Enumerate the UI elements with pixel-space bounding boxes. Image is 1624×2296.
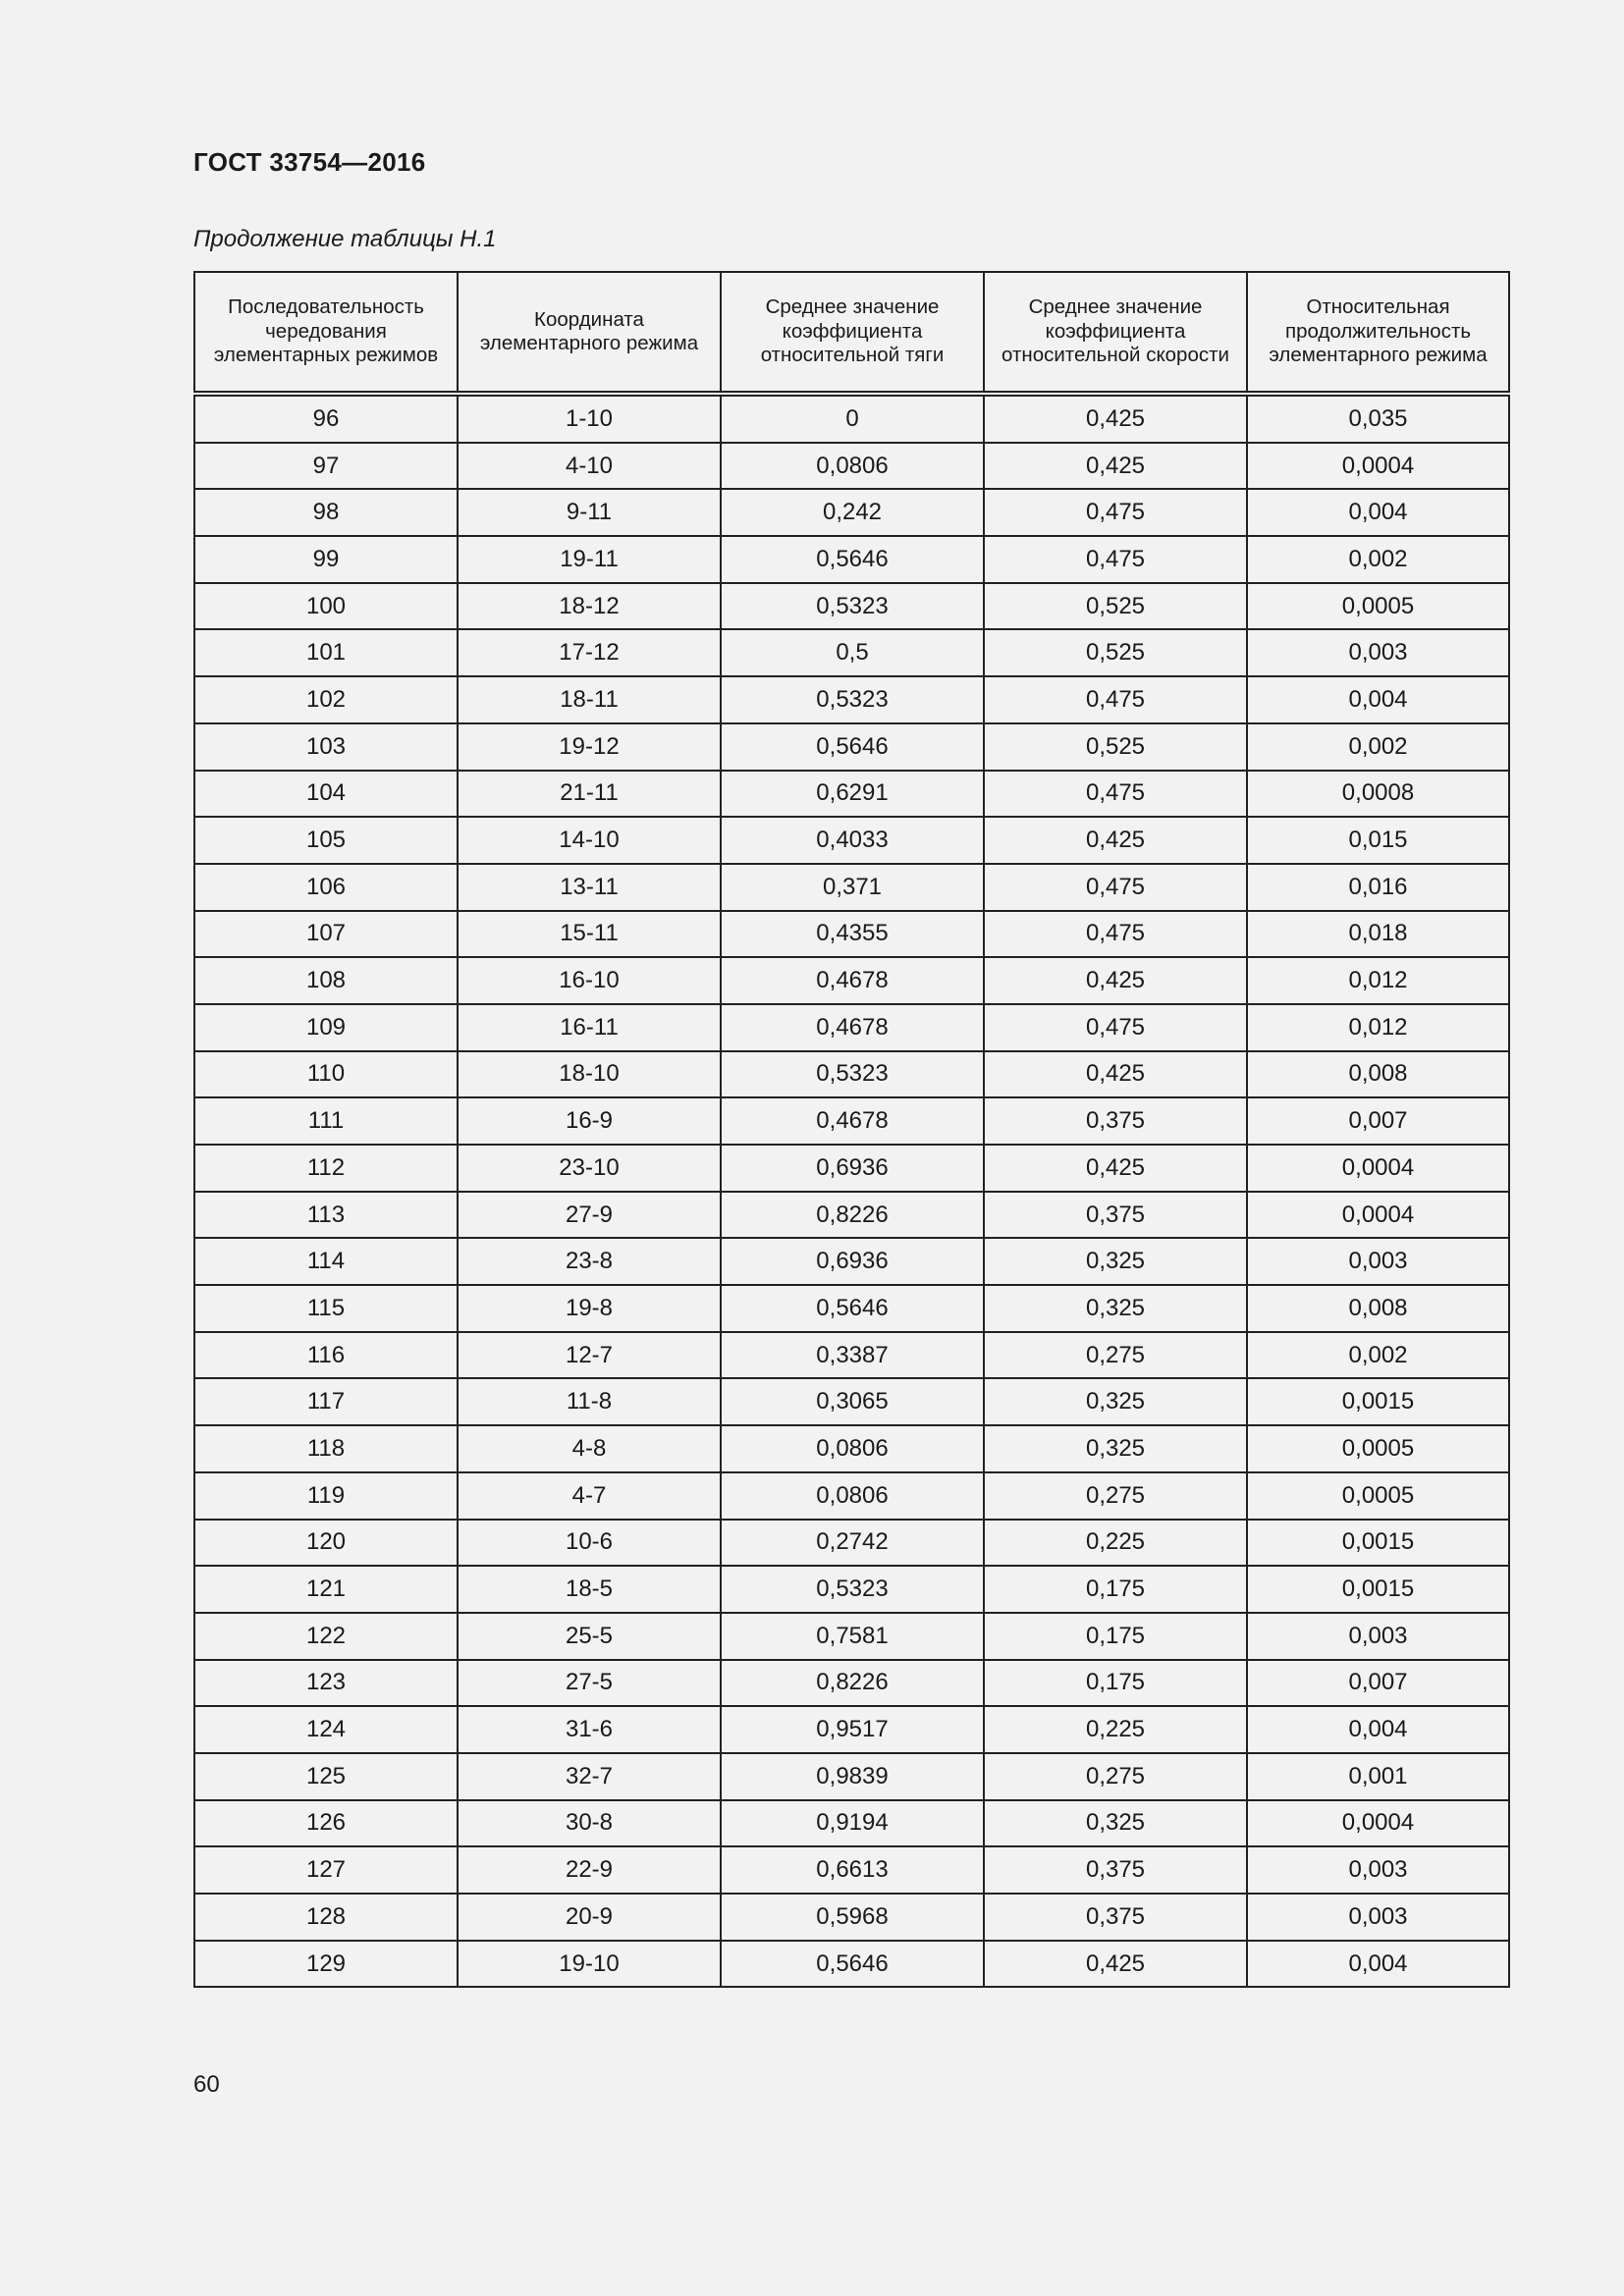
cell-thrust: 0,6291: [721, 771, 984, 818]
cell-thrust: 0,5646: [721, 536, 984, 583]
table-row: [194, 443, 1509, 490]
cell-duration: 0,003: [1247, 1894, 1509, 1941]
table-row: [194, 489, 1509, 536]
table-row: [194, 1145, 1509, 1192]
cell-sequence: 106: [194, 864, 458, 911]
cell-duration: 0,003: [1247, 1846, 1509, 1894]
cell-coordinate: 19-11: [458, 536, 721, 583]
cell-sequence: 129: [194, 1941, 458, 1988]
cell-speed: 0,225: [984, 1706, 1247, 1753]
cell-coordinate: 16-9: [458, 1097, 721, 1145]
table-row: [194, 1941, 1509, 1988]
table-body: [194, 394, 1509, 1987]
cell-duration: 0,004: [1247, 1706, 1509, 1753]
table-row: [194, 1238, 1509, 1285]
table-row: [194, 1753, 1509, 1800]
table-row: [194, 1285, 1509, 1332]
cell-coordinate: 18-10: [458, 1051, 721, 1098]
table-row: [194, 583, 1509, 630]
cell-coordinate: 16-10: [458, 957, 721, 1004]
cell-thrust: 0,3387: [721, 1332, 984, 1379]
cell-speed: 0,475: [984, 489, 1247, 536]
cell-speed: 0,525: [984, 723, 1247, 771]
cell-coordinate: 12-7: [458, 1332, 721, 1379]
cell-sequence: 111: [194, 1097, 458, 1145]
table-row: [194, 1800, 1509, 1847]
cell-thrust: 0: [721, 394, 984, 443]
cell-sequence: 118: [194, 1425, 458, 1472]
cell-coordinate: 23-8: [458, 1238, 721, 1285]
table-row: [194, 1846, 1509, 1894]
cell-sequence: 115: [194, 1285, 458, 1332]
cell-sequence: 104: [194, 771, 458, 818]
cell-thrust: 0,0806: [721, 1425, 984, 1472]
cell-coordinate: 18-5: [458, 1566, 721, 1613]
cell-coordinate: 25-5: [458, 1613, 721, 1660]
cell-speed: 0,525: [984, 583, 1247, 630]
column-header-coordinate: Координата элементарного режима: [458, 272, 721, 394]
cell-thrust: 0,4678: [721, 957, 984, 1004]
cell-coordinate: 13-11: [458, 864, 721, 911]
cell-duration: 0,004: [1247, 489, 1509, 536]
cell-coordinate: 9-11: [458, 489, 721, 536]
cell-coordinate: 20-9: [458, 1894, 721, 1941]
cell-thrust: 0,7581: [721, 1613, 984, 1660]
cell-coordinate: 27-9: [458, 1192, 721, 1239]
table-row: [194, 1472, 1509, 1520]
cell-sequence: 112: [194, 1145, 458, 1192]
data-table: [193, 271, 1510, 1988]
table-row: [194, 723, 1509, 771]
cell-thrust: 0,3065: [721, 1378, 984, 1425]
cell-duration: 0,016: [1247, 864, 1509, 911]
cell-speed: 0,375: [984, 1097, 1247, 1145]
cell-sequence: 117: [194, 1378, 458, 1425]
cell-duration: 0,008: [1247, 1051, 1509, 1098]
cell-coordinate: 17-12: [458, 629, 721, 676]
cell-duration: 0,007: [1247, 1097, 1509, 1145]
cell-speed: 0,325: [984, 1285, 1247, 1332]
column-header-sequence: Последовательность чередования элементарных режимов: [194, 272, 458, 394]
cell-coordinate: 1-10: [458, 394, 721, 443]
cell-speed: 0,325: [984, 1238, 1247, 1285]
cell-coordinate: 4-10: [458, 443, 721, 490]
cell-speed: 0,325: [984, 1425, 1247, 1472]
cell-coordinate: 21-11: [458, 771, 721, 818]
cell-coordinate: 4-8: [458, 1425, 721, 1472]
table-caption: Продолжение таблицы Н.1: [193, 226, 497, 252]
cell-sequence: 113: [194, 1192, 458, 1239]
cell-thrust: 0,0806: [721, 443, 984, 490]
cell-duration: 0,003: [1247, 1238, 1509, 1285]
cell-thrust: 0,6613: [721, 1846, 984, 1894]
cell-speed: 0,425: [984, 1941, 1247, 1988]
cell-duration: 0,0004: [1247, 1800, 1509, 1847]
cell-coordinate: 18-12: [458, 583, 721, 630]
cell-thrust: 0,9839: [721, 1753, 984, 1800]
page-number: 60: [193, 2071, 220, 2098]
cell-duration: 0,007: [1247, 1660, 1509, 1707]
cell-sequence: 128: [194, 1894, 458, 1941]
header-row: [194, 272, 1509, 394]
cell-duration: 0,0004: [1247, 1192, 1509, 1239]
cell-sequence: 97: [194, 443, 458, 490]
cell-coordinate: 4-7: [458, 1472, 721, 1520]
cell-speed: 0,375: [984, 1894, 1247, 1941]
cell-sequence: 96: [194, 394, 458, 443]
cell-sequence: 110: [194, 1051, 458, 1098]
cell-thrust: 0,242: [721, 489, 984, 536]
cell-coordinate: 19-8: [458, 1285, 721, 1332]
cell-thrust: 0,5646: [721, 723, 984, 771]
cell-speed: 0,475: [984, 771, 1247, 818]
cell-speed: 0,425: [984, 1145, 1247, 1192]
cell-thrust: 0,371: [721, 864, 984, 911]
table-row: [194, 394, 1509, 443]
cell-duration: 0,018: [1247, 911, 1509, 958]
cell-coordinate: 11-8: [458, 1378, 721, 1425]
cell-duration: 0,004: [1247, 676, 1509, 723]
cell-speed: 0,175: [984, 1660, 1247, 1707]
cell-speed: 0,375: [984, 1846, 1247, 1894]
cell-thrust: 0,9517: [721, 1706, 984, 1753]
cell-duration: 0,015: [1247, 817, 1509, 864]
table-row: [194, 1332, 1509, 1379]
cell-duration: 0,0015: [1247, 1520, 1509, 1567]
cell-duration: 0,003: [1247, 629, 1509, 676]
cell-sequence: 99: [194, 536, 458, 583]
cell-thrust: 0,6936: [721, 1238, 984, 1285]
cell-sequence: 126: [194, 1800, 458, 1847]
cell-coordinate: 16-11: [458, 1004, 721, 1051]
cell-thrust: 0,5646: [721, 1941, 984, 1988]
cell-sequence: 122: [194, 1613, 458, 1660]
cell-sequence: 119: [194, 1472, 458, 1520]
cell-duration: 0,0015: [1247, 1378, 1509, 1425]
cell-thrust: 0,5646: [721, 1285, 984, 1332]
cell-thrust: 0,6936: [721, 1145, 984, 1192]
cell-speed: 0,275: [984, 1472, 1247, 1520]
cell-sequence: 120: [194, 1520, 458, 1567]
cell-coordinate: 14-10: [458, 817, 721, 864]
cell-coordinate: 10-6: [458, 1520, 721, 1567]
cell-coordinate: 30-8: [458, 1800, 721, 1847]
cell-thrust: 0,5323: [721, 1051, 984, 1098]
table-row: [194, 957, 1509, 1004]
table-row: [194, 1051, 1509, 1098]
cell-coordinate: 32-7: [458, 1753, 721, 1800]
cell-thrust: 0,4355: [721, 911, 984, 958]
cell-thrust: 0,2742: [721, 1520, 984, 1567]
cell-sequence: 102: [194, 676, 458, 723]
table-row: [194, 536, 1509, 583]
column-header-speed-coefficient: Среднее значение коэффициента относительной скорости: [984, 272, 1247, 394]
table-row: [194, 1097, 1509, 1145]
cell-sequence: 123: [194, 1660, 458, 1707]
cell-thrust: 0,4033: [721, 817, 984, 864]
cell-speed: 0,475: [984, 1004, 1247, 1051]
cell-sequence: 98: [194, 489, 458, 536]
cell-coordinate: 19-10: [458, 1941, 721, 1988]
table-row: [194, 1378, 1509, 1425]
cell-thrust: 0,8226: [721, 1660, 984, 1707]
cell-duration: 0,012: [1247, 1004, 1509, 1051]
cell-speed: 0,425: [984, 817, 1247, 864]
cell-duration: 0,0004: [1247, 1145, 1509, 1192]
cell-coordinate: 22-9: [458, 1846, 721, 1894]
cell-speed: 0,275: [984, 1753, 1247, 1800]
table-row: [194, 771, 1509, 818]
cell-sequence: 103: [194, 723, 458, 771]
cell-sequence: 124: [194, 1706, 458, 1753]
table-row: [194, 1706, 1509, 1753]
cell-sequence: 114: [194, 1238, 458, 1285]
cell-speed: 0,425: [984, 394, 1247, 443]
cell-coordinate: 31-6: [458, 1706, 721, 1753]
table-row: [194, 817, 1509, 864]
cell-coordinate: 19-12: [458, 723, 721, 771]
cell-duration: 0,012: [1247, 957, 1509, 1004]
table-header: [194, 272, 1509, 394]
cell-sequence: 116: [194, 1332, 458, 1379]
cell-thrust: 0,9194: [721, 1800, 984, 1847]
cell-duration: 0,001: [1247, 1753, 1509, 1800]
cell-sequence: 109: [194, 1004, 458, 1051]
cell-thrust: 0,5323: [721, 583, 984, 630]
cell-speed: 0,225: [984, 1520, 1247, 1567]
table-row: [194, 1425, 1509, 1472]
cell-thrust: 0,4678: [721, 1097, 984, 1145]
cell-sequence: 107: [194, 911, 458, 958]
cell-speed: 0,475: [984, 536, 1247, 583]
cell-coordinate: 23-10: [458, 1145, 721, 1192]
cell-sequence: 121: [194, 1566, 458, 1613]
cell-duration: 0,0005: [1247, 1472, 1509, 1520]
table-row: [194, 1894, 1509, 1941]
column-header-thrust-coefficient: Среднее значение коэффициента относительной тяги: [721, 272, 984, 394]
cell-duration: 0,0005: [1247, 1425, 1509, 1472]
cell-speed: 0,175: [984, 1566, 1247, 1613]
table-row: [194, 1520, 1509, 1567]
table-row: [194, 676, 1509, 723]
cell-thrust: 0,5968: [721, 1894, 984, 1941]
table-row: [194, 1192, 1509, 1239]
cell-sequence: 127: [194, 1846, 458, 1894]
table-row: [194, 1004, 1509, 1051]
cell-duration: 0,008: [1247, 1285, 1509, 1332]
cell-speed: 0,525: [984, 629, 1247, 676]
cell-duration: 0,035: [1247, 394, 1509, 443]
cell-thrust: 0,8226: [721, 1192, 984, 1239]
cell-coordinate: 18-11: [458, 676, 721, 723]
cell-speed: 0,475: [984, 911, 1247, 958]
cell-duration: 0,0004: [1247, 443, 1509, 490]
table-row: [194, 629, 1509, 676]
cell-sequence: 101: [194, 629, 458, 676]
table-row: [194, 1566, 1509, 1613]
cell-speed: 0,175: [984, 1613, 1247, 1660]
cell-speed: 0,375: [984, 1192, 1247, 1239]
cell-duration: 0,003: [1247, 1613, 1509, 1660]
cell-coordinate: 27-5: [458, 1660, 721, 1707]
cell-speed: 0,425: [984, 443, 1247, 490]
column-header-duration: Относительная продолжительность элементарного режима: [1247, 272, 1509, 394]
cell-duration: 0,0015: [1247, 1566, 1509, 1613]
cell-speed: 0,425: [984, 1051, 1247, 1098]
table-row: [194, 911, 1509, 958]
document-title: ГОСТ 33754—2016: [193, 147, 426, 177]
cell-speed: 0,325: [984, 1800, 1247, 1847]
cell-sequence: 105: [194, 817, 458, 864]
cell-thrust: 0,5323: [721, 676, 984, 723]
cell-duration: 0,002: [1247, 1332, 1509, 1379]
table-row: [194, 1613, 1509, 1660]
cell-speed: 0,325: [984, 1378, 1247, 1425]
cell-duration: 0,002: [1247, 723, 1509, 771]
cell-duration: 0,002: [1247, 536, 1509, 583]
cell-sequence: 108: [194, 957, 458, 1004]
cell-duration: 0,0008: [1247, 771, 1509, 818]
cell-duration: 0,0005: [1247, 583, 1509, 630]
cell-duration: 0,004: [1247, 1941, 1509, 1988]
cell-thrust: 0,5323: [721, 1566, 984, 1613]
cell-coordinate: 15-11: [458, 911, 721, 958]
cell-sequence: 100: [194, 583, 458, 630]
cell-speed: 0,475: [984, 676, 1247, 723]
cell-thrust: 0,0806: [721, 1472, 984, 1520]
cell-speed: 0,475: [984, 864, 1247, 911]
cell-speed: 0,425: [984, 957, 1247, 1004]
table-row: [194, 864, 1509, 911]
cell-thrust: 0,4678: [721, 1004, 984, 1051]
cell-speed: 0,275: [984, 1332, 1247, 1379]
cell-thrust: 0,5: [721, 629, 984, 676]
table-row: [194, 1660, 1509, 1707]
cell-sequence: 125: [194, 1753, 458, 1800]
